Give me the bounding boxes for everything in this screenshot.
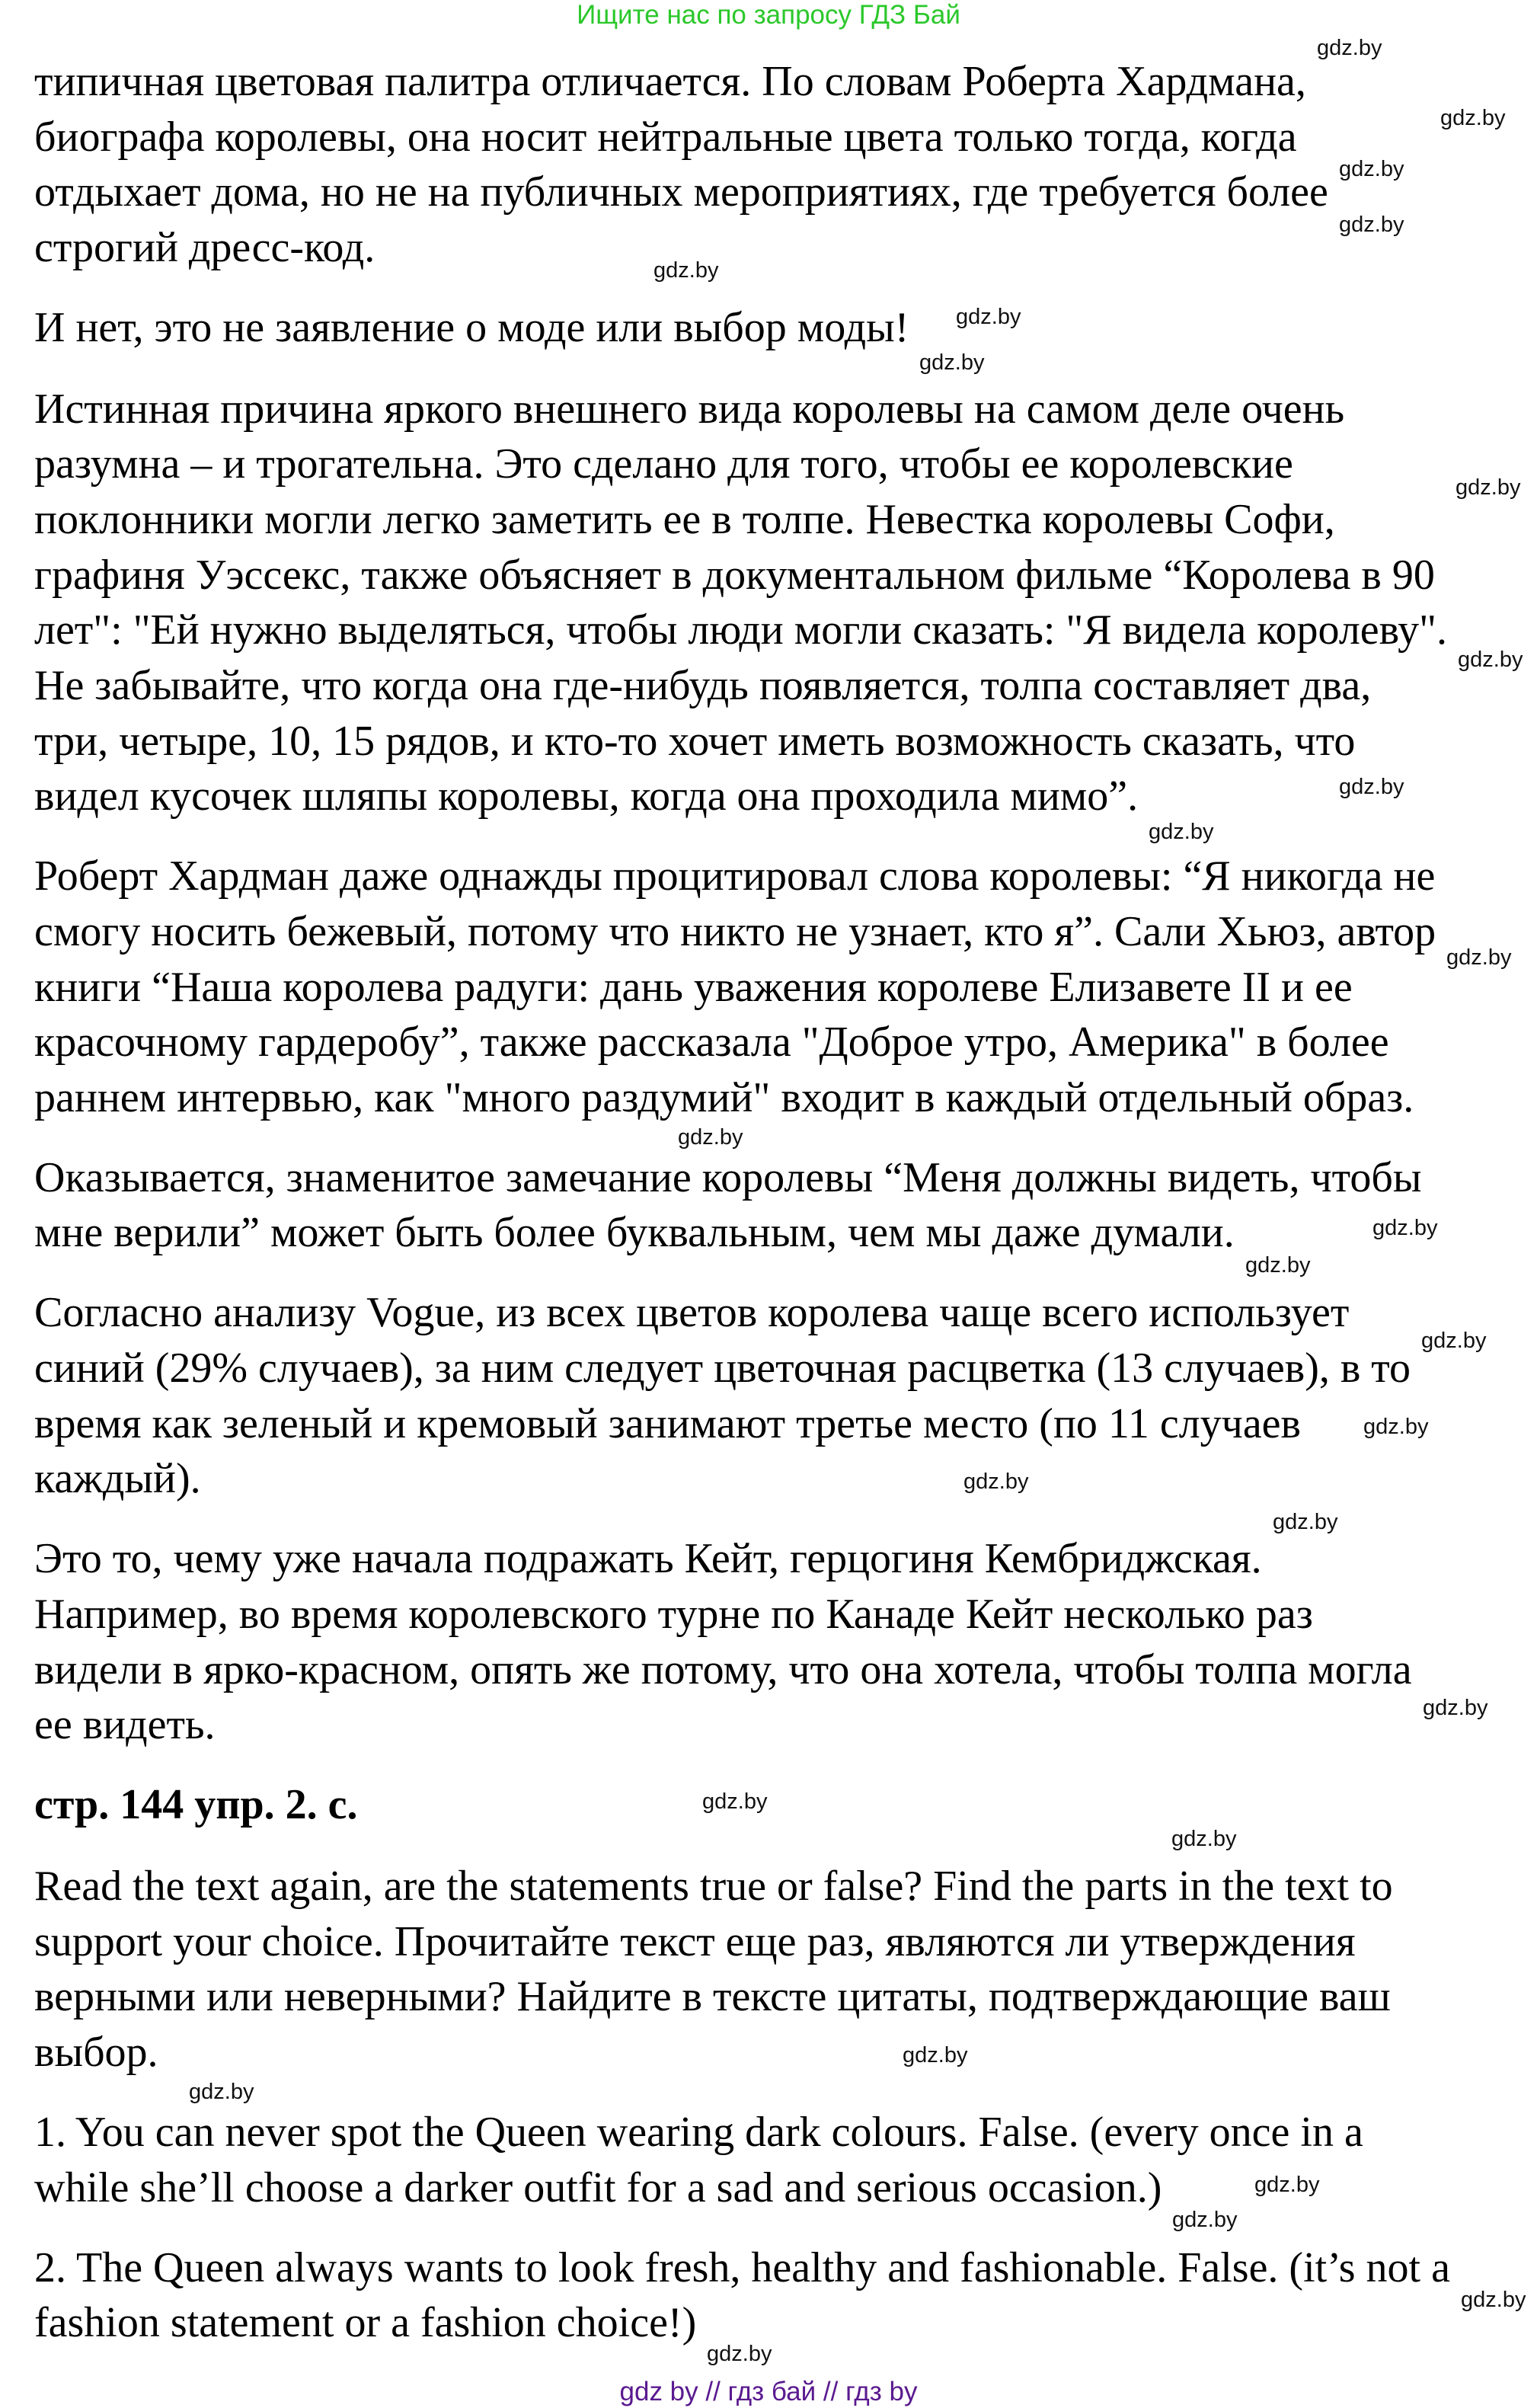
text-line: И нет, это не заявление о моде или выбор моды! — [34, 304, 909, 351]
text-line: графиня Уэссекс, также объясняет в документальном фильме “Королева в 90 — [34, 552, 1435, 599]
text-line: Роберт Хардман даже однажды процитировал слова королевы: “Я никогда не — [34, 852, 1436, 900]
text-line: видели в ярко-красном, опять же потому, что она хотела, чтобы толпа могла — [34, 1646, 1412, 1693]
text-line: выбор. — [34, 2029, 158, 2076]
text-line: отдыхает дома, но не на публичных мероприятиях, где требуется более — [34, 168, 1328, 216]
watermark: gdz.by — [707, 2342, 772, 2366]
text-line: Истинная причина яркого внешнего вида королевы на самом деле очень — [34, 385, 1345, 433]
text-line: поклонники могли легко заметить ее в толпе. Невестка королевы Софи, — [34, 496, 1335, 543]
text-line: Не забывайте, что когда она где-нибудь появляется, толпа составляет два, — [34, 662, 1372, 709]
text-line: каждый). — [34, 1455, 201, 1502]
watermark: gdz.by — [903, 2043, 968, 2067]
text-line: биографа королевы, она носит нейтральные цвета только тогда, когда — [34, 114, 1297, 161]
footer-links — [0, 2377, 1537, 2407]
text-line: три, четыре, 10, 15 рядов, и кто-то хочет иметь возможность сказать, что — [34, 718, 1356, 765]
text-line: support your choice. Прочитайте текст еще раз, являются ли утверждения — [34, 1918, 1356, 1965]
text-line: ее видеть. — [34, 1701, 216, 1748]
watermark: gdz.by — [1423, 1696, 1488, 1720]
text-line: видел кусочек шляпы королевы, когда она проходила мимо”. — [34, 772, 1139, 820]
text-line: разумна – и трогательна. Это сделано для того, чтобы ее королевские — [34, 440, 1293, 488]
watermark: gdz.by — [1440, 106, 1506, 130]
watermark: gdz.by — [1339, 213, 1404, 237]
watermark: gdz.by — [1363, 1415, 1429, 1439]
search-hint-banner — [0, 0, 1537, 30]
search-hint-text: Ищите нас по запросу ГДЗ Бай — [577, 0, 960, 30]
watermark: gdz.by — [1372, 1216, 1438, 1240]
watermark: gdz.by — [1421, 1329, 1487, 1353]
watermark: gdz.by — [1458, 648, 1523, 672]
watermark: gdz.by — [919, 350, 985, 375]
text-line: смогу носить бежевый, потому что никто не узнает, кто я”. Сали Хьюз, автор — [34, 908, 1436, 955]
text-line: верными или неверными? Найдите в тексте цитаты, подтверждающие ваш — [34, 1973, 1391, 2020]
text-line: книги “Наша королева радуги: дань уважения королеве Елизавете II и ее — [34, 964, 1353, 1011]
watermark: gdz.by — [1461, 2288, 1526, 2312]
watermark: gdz.by — [1339, 775, 1404, 799]
exercise-heading: стр. 144 упр. 2. c. — [34, 1781, 358, 1828]
watermark: gdz.by — [1446, 945, 1512, 970]
watermark: gdz.by — [702, 1789, 768, 1814]
text-line: fashion statement or a fashion choice!) — [34, 2299, 697, 2346]
watermark: gdz.by — [189, 2080, 254, 2104]
text-line: Например, во время королевского турне по Канаде Кейт несколько раз — [34, 1591, 1313, 1638]
watermark: gdz.by — [678, 1125, 743, 1150]
text-line: 1. You can never spot the Queen wearing dark colours. False. (every once in a — [34, 2109, 1363, 2156]
watermark: gdz.by — [1172, 2208, 1238, 2232]
watermark: gdz.by — [1254, 2173, 1320, 2197]
watermark: gdz.by — [1339, 157, 1404, 181]
text-line: Оказывается, знаменитое замечание королевы “Меня должны видеть, чтобы — [34, 1154, 1422, 1201]
text-line: 2. The Queen always wants to look fresh, healthy and fashionable. False. (it’s not a — [34, 2244, 1450, 2291]
watermark: gdz.by — [963, 1469, 1029, 1494]
text-line: лет": "Ей нужно выделяться, чтобы люди могли сказать: "Я видела королеву". — [34, 606, 1447, 654]
text-line: while she’ll choose a darker outfit for a sad and serious occasion.) — [34, 2164, 1162, 2211]
text-line: типичная цветовая палитра отличается. По словам Роберта Хардмана, — [34, 58, 1306, 105]
text-line: Это то, чему уже начала подражать Кейт, герцогиня Кембриджская. — [34, 1535, 1262, 1582]
watermark: gdz.by — [1456, 475, 1521, 500]
text-line: мне верили” может быть более буквальным, чем мы даже думали. — [34, 1209, 1235, 1256]
watermark: gdz.by — [1245, 1253, 1311, 1278]
text-line: строгий дресс-код. — [34, 224, 375, 271]
text-line: Согласно анализу Vogue, из всех цветов королева чаще всего использует — [34, 1289, 1350, 1336]
watermark: gdz.by — [956, 305, 1021, 329]
text-line: красочному гардеробу”, также рассказала "Доброе утро, Америка" в более — [34, 1019, 1389, 1066]
text-line: Read the text again, are the statements true or false? Find the parts in the text to — [34, 1863, 1393, 1910]
watermark: gdz.by — [1273, 1510, 1338, 1534]
watermark: gdz.by — [1317, 36, 1382, 60]
text-line: синий (29% случаев), за ним следует цветочная расцветка (13 случаев), в то — [34, 1345, 1411, 1392]
text-line: раннем интервью, как "много раздумий" входит в каждый отдельный образ. — [34, 1074, 1414, 1121]
footer-links-text[interactable]: gdz by // гдз бай // гдз by — [619, 2377, 918, 2406]
watermark: gdz.by — [653, 258, 719, 283]
watermark: gdz.by — [1171, 1827, 1237, 1851]
watermark: gdz.by — [1149, 820, 1214, 844]
text-line: время как зеленый и кремовый занимают третье место (по 11 случаев — [34, 1400, 1301, 1447]
